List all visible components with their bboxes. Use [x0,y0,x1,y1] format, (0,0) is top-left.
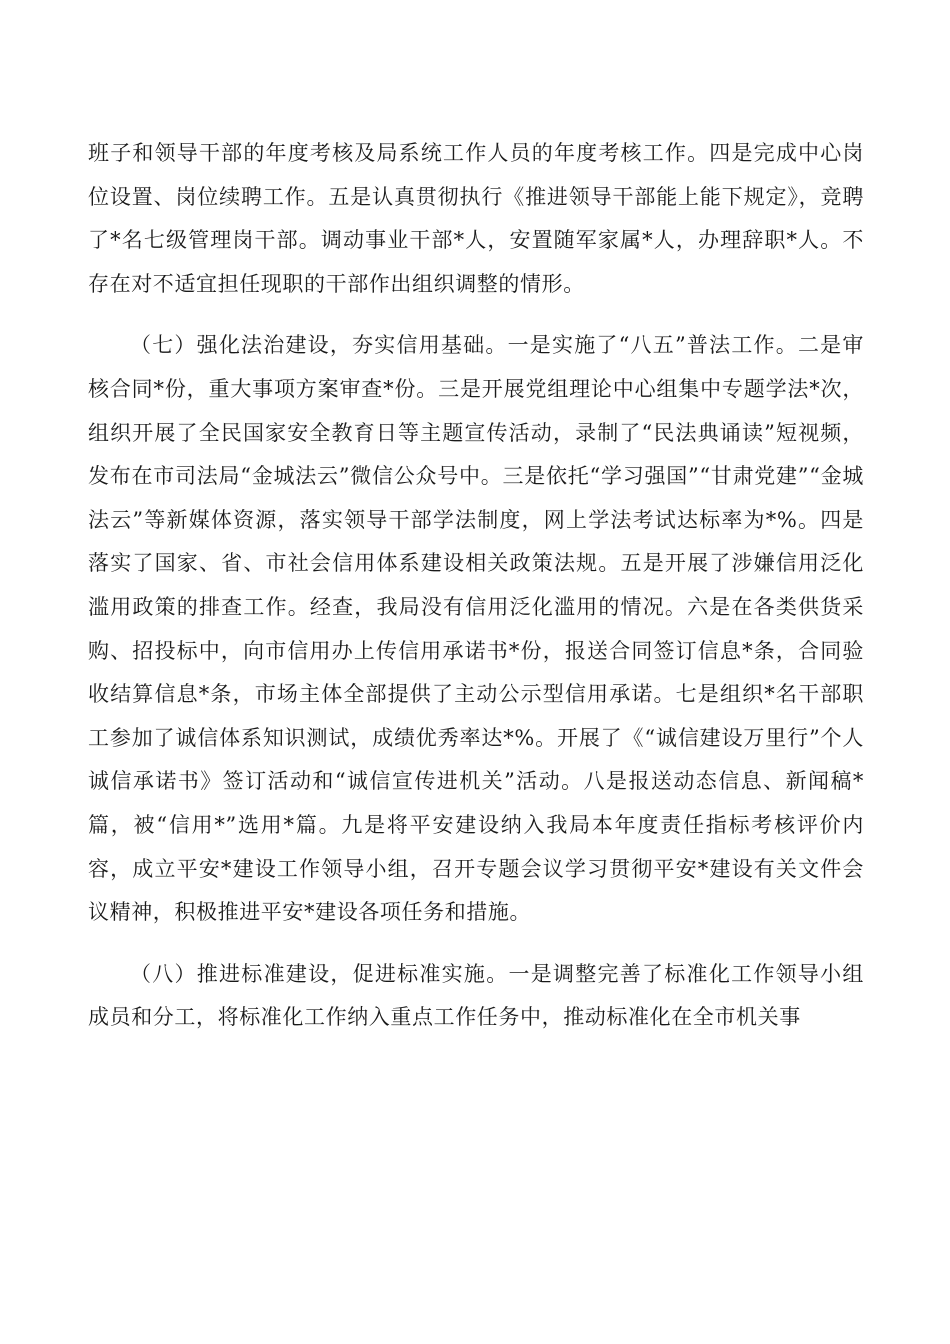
document-body [88,132,864,1040]
paragraph-section-8: （八）推进标准建设，促进标准实施。一是调整完善了标准化工作领导小组成员和分工，将标准化工作纳入重点工作任务中，推动标准化在全市机关事 [88,961,864,1030]
paragraph-section-7: （七）强化法治建设，夯实信用基础。一是实施了“八五”普法工作。二是审核合同*份，重大事项方案审查*份。三是开展党组理论中心组集中专题学法*次，组织开展了全民国家安全教育日等主题宣传活动，录制了“民法典诵读”短视频，发布在市司法局“金城法云”微信公众号中。三是依托“学习强国”“甘肃党建”“金城法云”等新媒体资源，落实领导干部学法制度，网上学法考试达标率为*%。四是落实了国家、省、市社会信用体系建设相关政策法规。五是开展了涉嫌信用泛化滥用政策的排查工作。经查，我局没有信用泛化滥用的情况。六是在各类供货采购、招投标中，向市信用办上传信用承诺书*份，报送合同签订信息*条，合同验收结算信息*条，市场主体全部提供了主动公示型信用承诺。七是组织*名干部职工参加了诚信体系知识测试，成绩优秀率达*%。开展了《“诚信建设万里行”个人诚信承诺书》签订活动和“诚信宣传进机关”活动。八是报送动态信息、新闻稿*篇，被“信用*”选用*篇。九是将平安建设纳入我局本年度责任指标考核评价内容，成立平安*建设工作领导小组，召开专题会议学习贯彻平安*建设有关文件会议精神，积极推进平安*建设各项任务和措施。 [88,333,864,925]
paragraph-continuation: 班子和领导干部的年度考核及局系统工作人员的年度考核工作。四是完成中心岗位设置、岗位续聘工作。五是认真贯彻执行《推进领导干部能上能下规定》，竞聘了*名七级管理岗干部。调动事业干部*人，安置随军家属*人，办理辞职*人。不存在对不适宜担任现职的干部作出组织调整的情形。 [88,141,864,296]
